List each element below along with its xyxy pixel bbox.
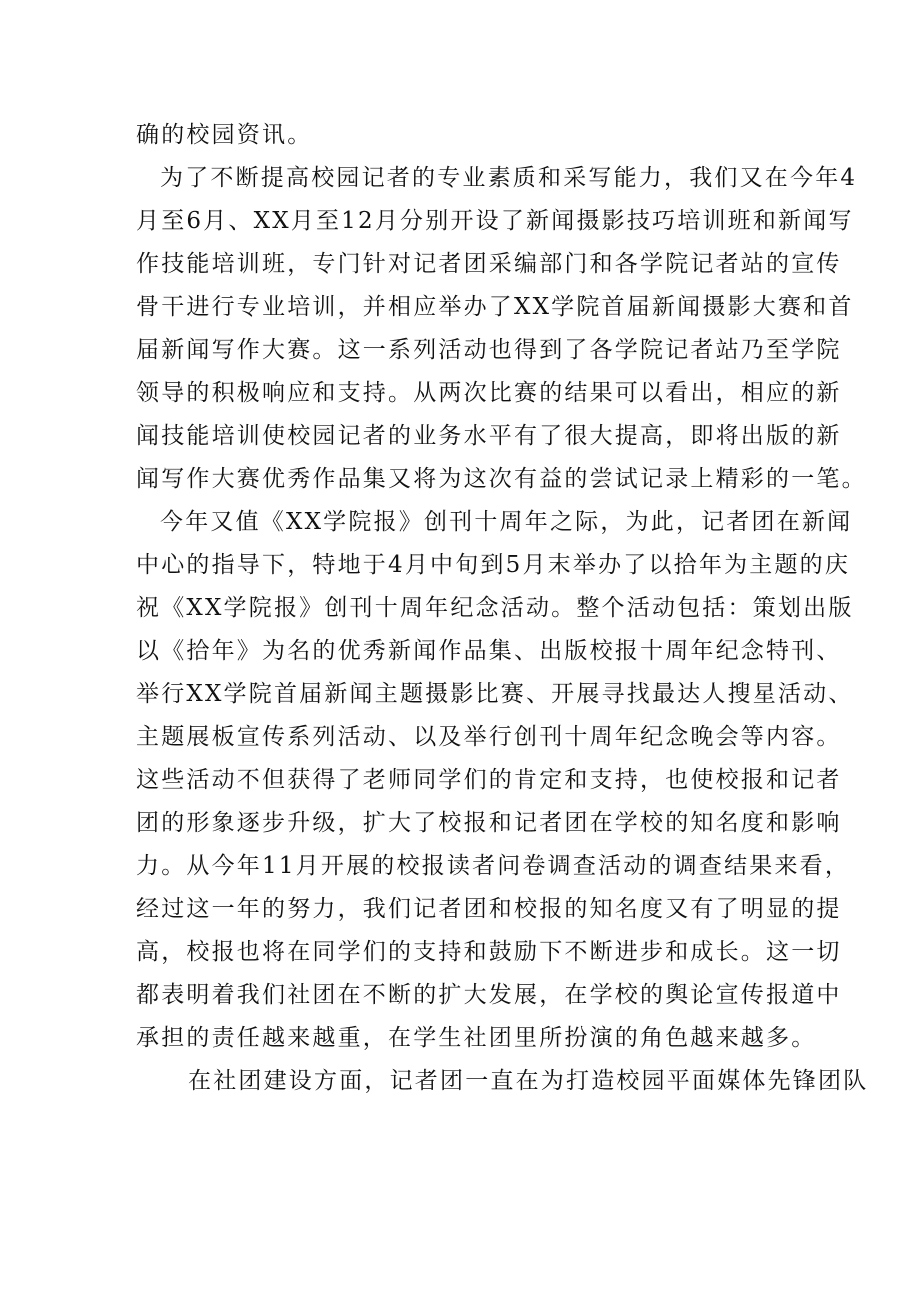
paragraph-3 (136, 501, 854, 1060)
paragraph-line: 以《拾年》为名的优秀新闻作品集、出版校报十周年纪念特刊、 (136, 638, 842, 664)
paragraph-line: 举行XX学院首届新闻主题摄影比赛、开展寻找最达人搜星活动、 (136, 681, 854, 707)
paragraph-line: 骨干进行专业培训，并相应举办了XX学院首届新闻摄影大赛和首 (136, 294, 854, 320)
paragraph-line: 月至6月、XX月至12月分别开设了新闻摄影技巧培训班和新闻写 (136, 208, 854, 234)
paragraph-line: 闻技能培训使校园记者的业务水平有了很大提高，即将出版的新 (136, 423, 842, 449)
paragraph-line: 祝《XX学院报》创刊十周年纪念活动。整个活动包括：策划出版 (136, 595, 854, 621)
paragraph-line: 承担的责任越来越重，在学生社团里所扮演的角色越来越多。 (136, 1025, 817, 1051)
paragraph-2 (136, 157, 867, 501)
document-body (136, 114, 869, 1103)
paragraph-line: 闻写作大赛优秀作品集又将为这次有益的尝试记录上精彩的一笔。 (136, 466, 867, 492)
paragraph-line: 今年又值《XX学院报》创刊十周年之际，为此，记者团在新闻 (160, 509, 853, 535)
paragraph-line: 经过这一年的努力，我们记者团和校报的知名度又有了明显的提 (136, 896, 842, 922)
paragraph-line: 团的形象逐步升级，扩大了校报和记者团在学校的知名度和影响 (136, 810, 842, 836)
paragraph-line: 届新闻写作大赛。这一系列活动也得到了各学院记者站乃至学院 (136, 337, 842, 363)
paragraph-line: 都表明着我们社团在不断的扩大发展，在学校的舆论宣传报道中 (136, 982, 842, 1008)
paragraph-line: 这些活动不但获得了老师同学们的肯定和支持，也使校报和记者 (136, 767, 842, 793)
paragraph-line: 高，校报也将在同学们的支持和鼓励下不断进步和成长。这一切 (136, 939, 842, 965)
paragraph-line: 领导的积极响应和支持。从两次比赛的结果可以看出，相应的新 (136, 380, 842, 406)
paragraph-4 (136, 1060, 869, 1103)
paragraph-line: 主题展板宣传系列活动、以及举行创刊十周年纪念晚会等内容。 (136, 724, 842, 750)
paragraph-line: 力。从今年11月开展的校报读者问卷调查活动的调查结果来看， (136, 853, 851, 879)
paragraph-line: 作技能培训班，专门针对记者团采编部门和各学院记者站的宣传 (136, 251, 842, 277)
paragraph-line: 中心的指导下，特地于4月中旬到5月末举办了以拾年为主题的庆 (136, 552, 851, 578)
paragraph-line: 在社团建设方面，记者团一直在为打造校园平面媒体先锋团队 (188, 1068, 869, 1094)
paragraph-1 (136, 114, 786, 157)
paragraph-line: 为了不断提高校园记者的专业素质和采写能力，我们又在今年4 (160, 165, 858, 191)
paragraph-line: 确的校园资讯。 (136, 122, 313, 148)
